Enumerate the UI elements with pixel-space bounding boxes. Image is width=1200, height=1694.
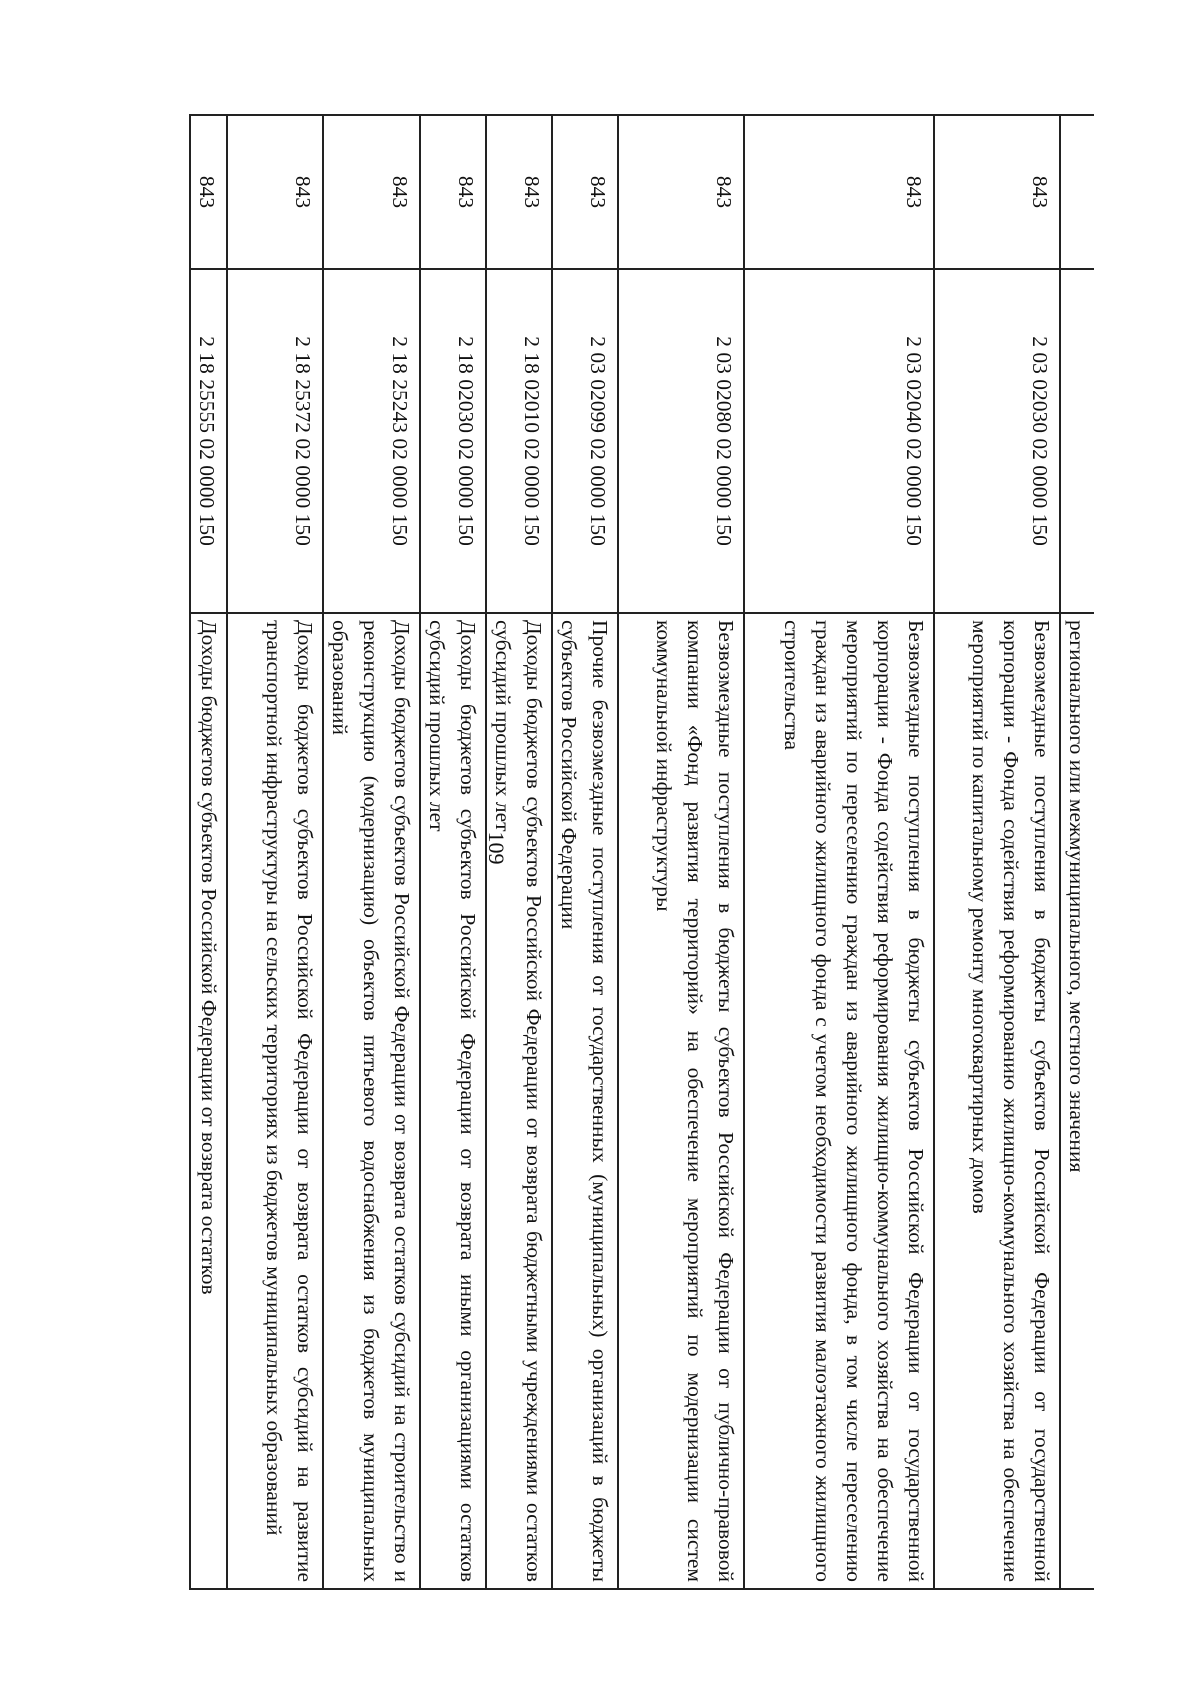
rotated-table-container xyxy=(130,114,1094,1590)
page-number: 109 xyxy=(484,831,509,865)
table-row xyxy=(420,115,486,1589)
cell-admin-code: 843 xyxy=(486,115,552,269)
table-row xyxy=(190,115,227,1589)
cell-income-name: Доходы бюджетов субъектов Российской Федерации от возврата остатков субсидий на развитие транспортной инфраструктуры на сельских территориях из бюджетов муниципальных образований xyxy=(227,613,323,1589)
cell-income-code: 2 03 02080 02 0000 150 xyxy=(618,269,744,613)
cell-income-name: Доходы бюджетов субъектов Российской Федерации от возврата бюджетными учреждениями остатков субсидий прошлых лет xyxy=(486,613,552,1589)
cell-income-code: 2 18 02030 02 0000 150 xyxy=(420,269,486,613)
cell-income-code: 2 03 02099 02 0000 150 xyxy=(552,269,618,613)
cell-income-name: Безвозмездные поступления в бюджеты субъектов Российской Федерации от государственной корпорации - Фонда содействия реформированию жилищно-коммунального хозяйства на обеспечение мероприятий по капитальному ремонту многоквартирных домов xyxy=(934,613,1060,1589)
table-row xyxy=(744,115,934,1589)
table-row xyxy=(227,115,323,1589)
cell-admin-code: 843 xyxy=(934,115,1060,269)
cell-admin-code: 843 xyxy=(323,115,420,269)
cell-income-code xyxy=(1060,269,1094,613)
cell-income-name: Доходы бюджетов субъектов Российской Федерации от возврата иными организациями остатков субсидий прошлых лет xyxy=(420,613,486,1589)
cell-income-code: 2 03 02030 02 0000 150 xyxy=(934,269,1060,613)
cell-admin-code: 843 xyxy=(618,115,744,269)
cell-income-name: Прочие безвозмездные поступления от государственных (муниципальных) организаций в бюджеты субъектов Российской Федерации xyxy=(552,613,618,1589)
table-row xyxy=(486,115,552,1589)
cell-income-code: 2 18 25243 02 0000 150 xyxy=(323,269,420,613)
cell-admin-code: 843 xyxy=(744,115,934,269)
cell-admin-code: 843 xyxy=(190,115,227,269)
income-codes-table xyxy=(189,114,1094,1590)
cell-income-code: 2 03 02040 02 0000 150 xyxy=(744,269,934,613)
cell-income-code: 2 18 25555 02 0000 150 xyxy=(190,269,227,613)
table-row xyxy=(934,115,1060,1589)
cell-income-name: Безвозмездные поступления в бюджеты субъектов Российской Федерации от публично-правовой компании «Фонд развития территорий» на обеспечение мероприятий по модернизации систем коммунальной инфраструктуры xyxy=(618,613,744,1589)
cell-income-code: 2 18 25372 02 0000 150 xyxy=(227,269,323,613)
cell-income-name: Безвозмездные поступления в бюджеты субъектов Российской Федерации от государственной корпорации - Фонда содействия реформирования жилищно-коммунального хозяйства на обеспечение мероприятий по переселению граждан из аварийного жилищного фонда, в том числе переселению граждан из аварийного жилищного фонда с учетом необходимости развития малоэтажного жилищного строительства xyxy=(744,613,934,1589)
cell-income-name: Доходы бюджетов субъектов Российской Федерации от возврата остатков субсидий на строительство и реконструкцию (модернизацию) объектов питьевого водоснабжения из бюджетов муниципальных образований xyxy=(323,613,420,1589)
cell-income-code: 2 18 02010 02 0000 150 xyxy=(486,269,552,613)
cell-admin-code: 843 xyxy=(420,115,486,269)
table-row xyxy=(1060,115,1094,1589)
table-row xyxy=(618,115,744,1589)
cell-admin-code: 843 xyxy=(227,115,323,269)
table-row xyxy=(323,115,420,1589)
cell-income-name: регионального или межмуниципального, местного значения xyxy=(1060,613,1094,1589)
cell-admin-code xyxy=(1060,115,1094,269)
cell-admin-code: 843 xyxy=(552,115,618,269)
table-row xyxy=(552,115,618,1589)
cell-income-name: Доходы бюджетов субъектов Российской Федерации от возврата остатков xyxy=(190,613,227,1589)
